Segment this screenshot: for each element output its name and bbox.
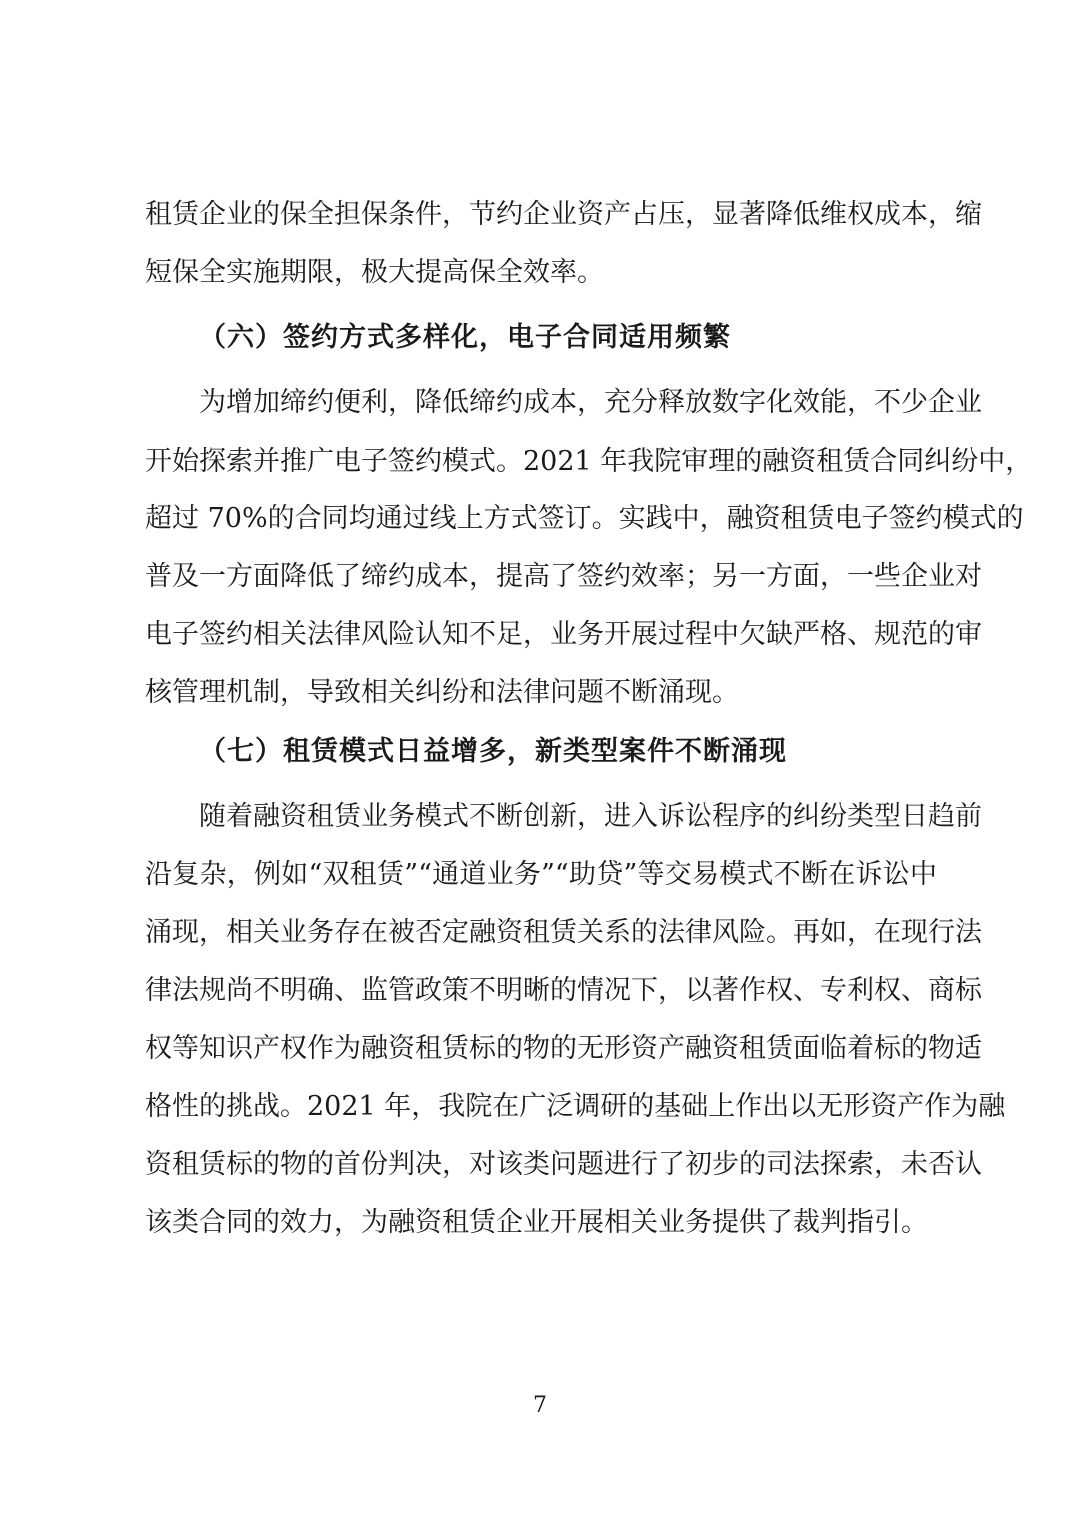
paragraph-line: 开始探索并推广电子签约模式。2021 年我院审理的融资租赁合同纠纷中， — [145, 446, 1033, 477]
paragraph-line: 律法规尚不明确、监管政策不明晰的情况下，以著作权、专利权、商标 — [145, 975, 982, 1006]
paragraph-line: 涌现，相关业务存在被否定融资租赁关系的法律风险。再如，在现行法 — [145, 917, 982, 948]
section-heading-7: （七）租赁模式日益增多，新类型案件不断涌现 — [199, 736, 787, 767]
paragraph-line: 核管理机制，导致相关纠纷和法律问题不断涌现。 — [145, 677, 739, 708]
page-number: 7 — [533, 1393, 547, 1418]
paragraph-line: 超过 70%的合同均通过线上方式签订。实践中，融资租赁电子签约模式的 — [145, 503, 1024, 534]
paragraph-line: 租赁企业的保全担保条件，节约企业资产占压，显著降低维权成本，缩 — [145, 199, 982, 230]
paragraph-line: 随着融资租赁业务模式不断创新，进入诉讼程序的纠纷类型日趋前 — [199, 801, 982, 832]
paragraph-line: 短保全实施期限，极大提高保全效率。 — [145, 257, 604, 288]
paragraph-line: 格性的挑战。2021 年，我院在广泛调研的基础上作出以无形资产作为融 — [145, 1091, 1006, 1122]
paragraph-line: 沿复杂，例如“双租赁”“通道业务”“助贷”等交易模式不断在诉讼中 — [145, 859, 937, 890]
paragraph-line: 为增加缔约便利，降低缔约成本，充分释放数字化效能，不少企业 — [199, 387, 982, 418]
paragraph-line: 普及一方面降低了缔约成本，提高了签约效率；另一方面，一些企业对 — [145, 561, 982, 592]
paragraph-line: 权等知识产权作为融资租赁标的物的无形资产融资租赁面临着标的物适 — [145, 1033, 982, 1064]
paragraph-line: 该类合同的效力，为融资租赁企业开展相关业务提供了裁判指引。 — [145, 1207, 928, 1238]
paragraph-line: 资租赁标的物的首份判决，对该类问题进行了初步的司法探索，未否认 — [145, 1149, 982, 1180]
section-heading-6: （六）签约方式多样化，电子合同适用频繁 — [199, 322, 731, 353]
paragraph-line: 电子签约相关法律风险认知不足，业务开展过程中欠缺严格、规范的审 — [145, 619, 982, 650]
